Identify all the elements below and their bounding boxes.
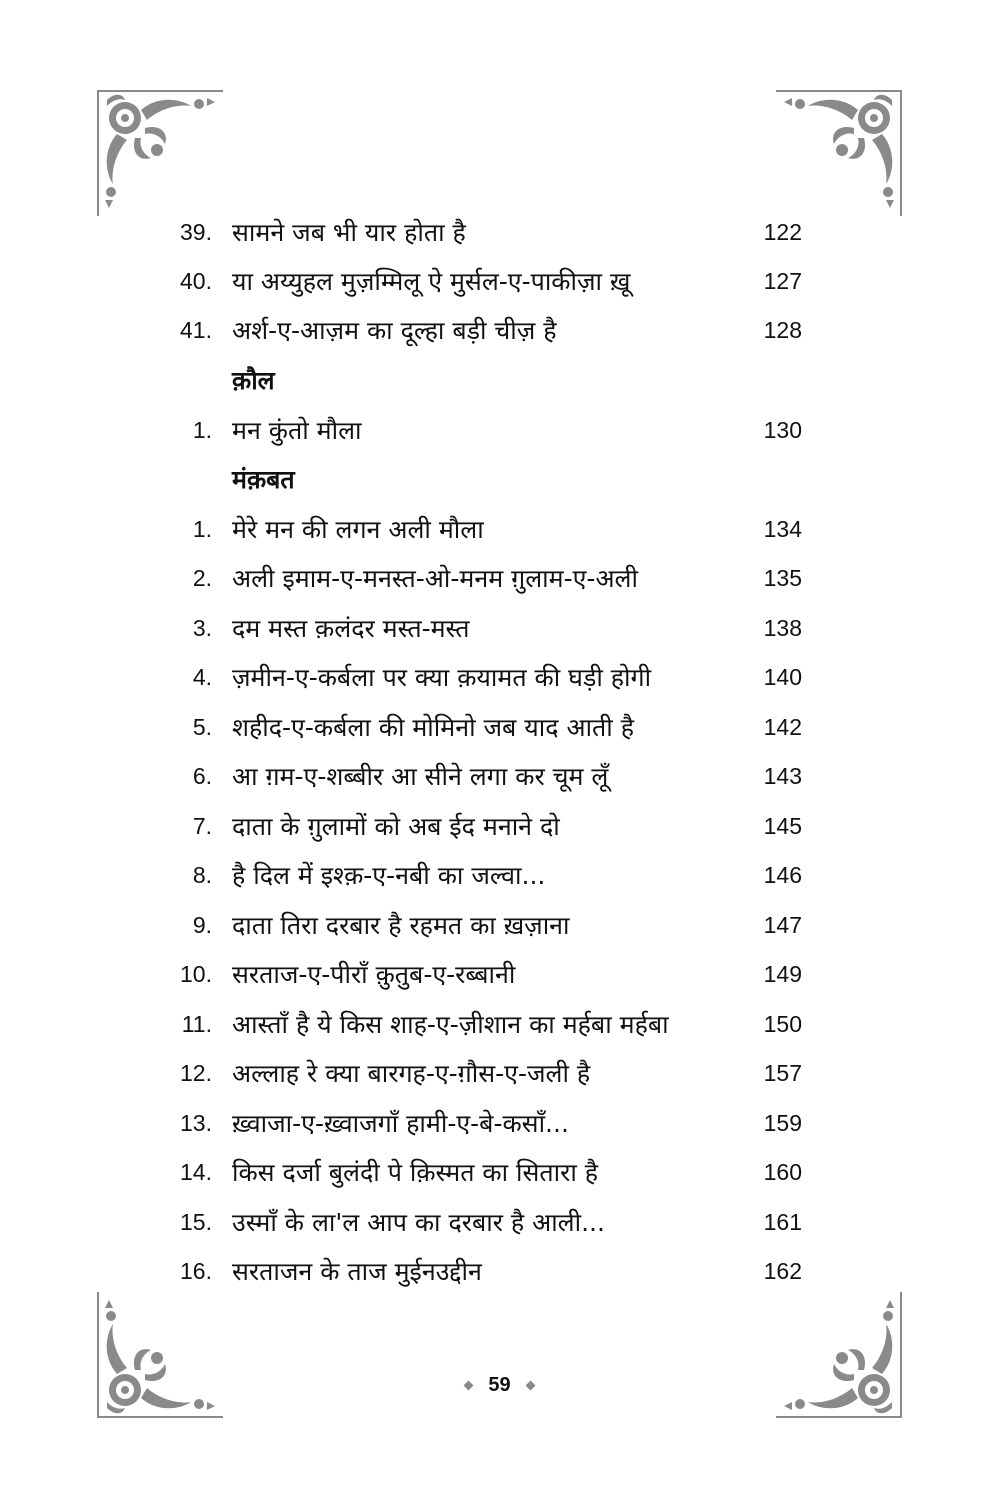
entry-number: 7.: [192, 813, 212, 839]
entry-title: उस्माँ के ला'ल आप का दरबार है आली...: [232, 1208, 605, 1237]
toc-entry: [0, 703, 999, 752]
entry-title: या अय्युहल मुज़म्मिलू ऐ मुर्सल-ए-पाकीज़ा ख़ू: [232, 267, 631, 296]
section-heading-manqabat: मंक़बत: [232, 465, 295, 494]
floral-corner-ornament-icon: [774, 1290, 904, 1420]
page-number: 59: [488, 1374, 511, 1396]
toc-entry: [0, 950, 999, 999]
entry-number: 1.: [192, 516, 212, 542]
toc-entry: [0, 406, 999, 455]
entry-title: अल्लाह रे क्या बारगह-ए-ग़ौस-ए-जली है: [232, 1059, 591, 1088]
toc-entry: [0, 851, 999, 900]
floral-corner-ornament-icon: [95, 1290, 225, 1420]
entry-page: 138: [763, 615, 802, 641]
toc-entry: [0, 1247, 999, 1296]
ornament-svg: [95, 1290, 225, 1420]
floral-corner-ornament-icon: [95, 88, 225, 218]
entry-title: ख़्वाजा-ए-ख़्वाजगाँ हामी-ए-बे-कसाँ...: [232, 1109, 569, 1138]
entry-page: 128: [763, 317, 802, 343]
entry-number: 15.: [180, 1209, 212, 1235]
toc-entry: [0, 901, 999, 950]
floral-corner-ornament-icon: [774, 88, 904, 218]
ornament-svg: [774, 88, 904, 218]
toc-entry: [0, 604, 999, 653]
entry-page: 161: [763, 1209, 802, 1235]
entry-title: शहीद-ए-कर्बला की मोमिनो जब याद आती है: [232, 713, 634, 742]
entry-page: 146: [763, 862, 802, 888]
toc-entry: [0, 208, 999, 257]
entry-title: अली इमाम-ए-मनस्त-ओ-मनम ग़ुलाम-ए-अली: [232, 564, 638, 593]
entry-page: 142: [763, 714, 802, 740]
entry-title: अर्श-ए-आज़म का दूल्हा बड़ी चीज़ है: [232, 316, 557, 345]
entry-page: 160: [763, 1159, 802, 1185]
entry-page: 157: [763, 1060, 802, 1086]
entry-title: ज़मीन-ए-कर्बला पर क्या क़यामत की घड़ी होगी: [232, 663, 652, 692]
entry-page: 145: [763, 813, 802, 839]
entry-title: मन कुंतो मौला: [232, 416, 362, 445]
entry-title: सामने जब भी यार होता है: [232, 218, 466, 247]
toc-entry: [0, 505, 999, 554]
entry-page: 140: [763, 664, 802, 690]
entry-page: 149: [763, 961, 802, 987]
entry-number: 5.: [192, 714, 212, 740]
ornament-svg: [95, 88, 225, 218]
entry-title: सरताजन के ताज मुईनउद्दीन: [232, 1257, 482, 1286]
entry-page: 122: [763, 219, 802, 245]
entry-number: 2.: [192, 565, 212, 591]
entry-title: सरताज-ए-पीराँ क़ुतुब-ए-रब्बानी: [232, 960, 516, 989]
entry-number: 1.: [192, 417, 212, 443]
entry-number: 40.: [180, 268, 212, 294]
entry-number: 3.: [192, 615, 212, 641]
diamond-icon: [464, 1381, 474, 1391]
diamond-icon: [525, 1381, 535, 1391]
entry-page: 143: [763, 763, 802, 789]
entry-page: 135: [763, 565, 802, 591]
toc-entry: [0, 554, 999, 603]
entry-page: 134: [763, 516, 802, 542]
toc-entry: [0, 1198, 999, 1247]
ornament-svg: [774, 1290, 904, 1420]
entry-number: 41.: [180, 317, 212, 343]
toc-entry: [0, 1000, 999, 1049]
entry-number: 12.: [180, 1060, 212, 1086]
entry-page: 127: [763, 268, 802, 294]
entry-page: 159: [763, 1110, 802, 1136]
toc-entry: [0, 752, 999, 801]
entry-title: दाता के ग़ुलामों को अब ईद मनाने दो: [232, 812, 560, 841]
toc-entry: [0, 653, 999, 702]
entry-page: 162: [763, 1258, 802, 1284]
entry-number: 4.: [192, 664, 212, 690]
toc-entry: [0, 1099, 999, 1148]
toc-entry: [0, 306, 999, 355]
entry-number: 8.: [192, 862, 212, 888]
entry-title: किस दर्जा बुलंदी पे क़िस्मत का सितारा है: [232, 1158, 599, 1187]
entry-title: आस्ताँ है ये किस शाह-ए-ज़ीशान का मर्हबा मर्हबा: [232, 1010, 669, 1039]
section-heading-row: [0, 356, 999, 405]
entry-title: दाता तिरा दरबार है रहमत का ख़ज़ाना: [232, 911, 570, 940]
toc-entry: [0, 802, 999, 851]
entry-number: 39.: [180, 219, 212, 245]
section-heading-qaul: क़ौल: [232, 366, 275, 395]
toc-entry: [0, 1049, 999, 1098]
entry-page: 130: [763, 417, 802, 443]
entry-number: 16.: [180, 1258, 212, 1284]
entry-title: आ ग़म-ए-शब्बीर आ सीने लगा कर चूम लूँ: [232, 762, 609, 791]
entry-number: 13.: [180, 1110, 212, 1136]
entry-number: 14.: [180, 1159, 212, 1185]
toc-entry: [0, 1148, 999, 1197]
entry-title: है दिल में इश्क़-ए-नबी का जल्वा...: [232, 861, 546, 890]
section-heading-row: [0, 455, 999, 504]
entry-page: 147: [763, 912, 802, 938]
page-footer: [0, 1374, 999, 1397]
entry-number: 9.: [192, 912, 212, 938]
toc-entry: [0, 257, 999, 306]
entry-number: 10.: [180, 961, 212, 987]
entry-page: 150: [763, 1011, 802, 1037]
entry-number: 6.: [192, 763, 212, 789]
entry-title: दम मस्त क़लंदर मस्त-मस्त: [232, 614, 470, 643]
entry-number: 11.: [181, 1011, 212, 1037]
entry-title: मेरे मन की लगन अली मौला: [232, 515, 484, 544]
